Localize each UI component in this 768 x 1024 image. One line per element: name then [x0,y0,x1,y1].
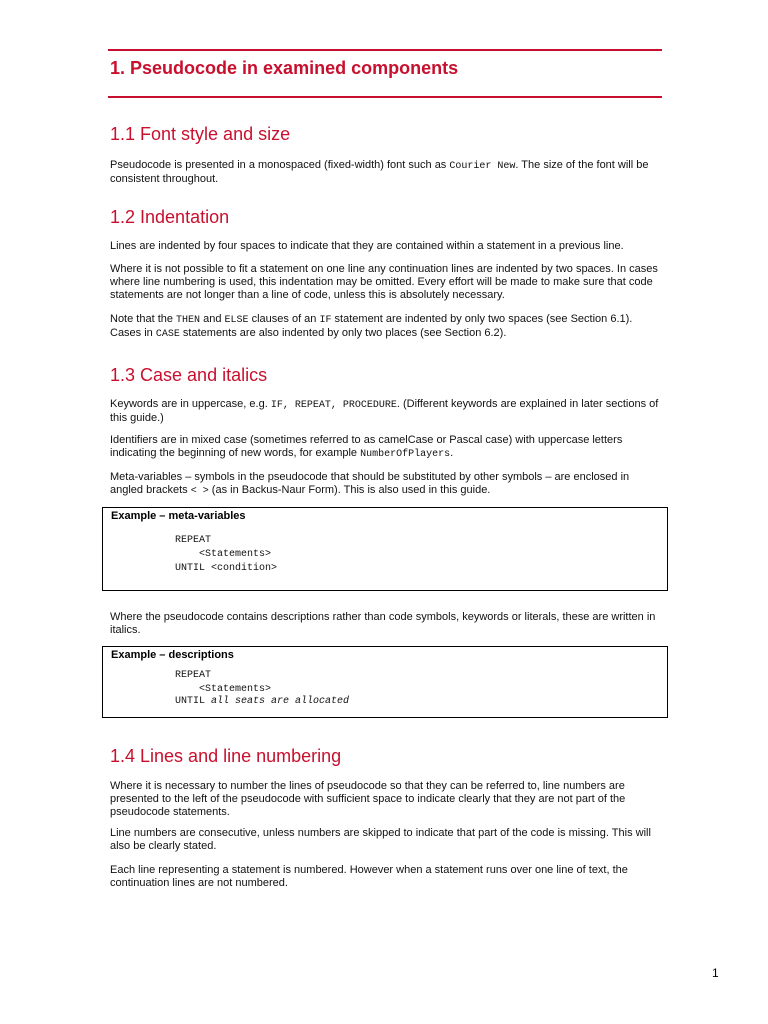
text-run: statement are indented by only two spaces (see Section 6.1). Cases in [110,313,633,339]
text-run: Note that the [110,313,177,325]
code-keyword: UNTIL [175,696,212,707]
inline-code: NumberOfPlayers [360,449,451,460]
text-run: (as in Backus-Naur Form). This is also used in this guide. [208,484,491,496]
inline-code: Courier New [449,161,516,172]
text-run: Keywords are in uppercase, e.g. [110,398,271,410]
example-descriptions-box [102,646,668,718]
code-line: REPEAT [175,670,212,681]
text-run: statements are also indented by only two places (see Section 6.2). [179,327,507,339]
section-1-4-paragraph-3: Each line representing a statement is numbered. However when a statement runs over one line of text, the continuation lines are not numbered. [110,864,628,889]
example-title: Example – meta-variables [111,510,246,522]
code-line: UNTIL <condition> [175,563,278,574]
section-1-3-paragraph-1 [110,398,660,425]
code-line [175,695,349,709]
section-1-4-paragraph-2: Line numbers are consecutive, unless numbers are skipped to indicate that part of the code is missing. This will also be clearly stated. [110,827,651,852]
page-number: 1 [712,966,719,980]
text-run: . [450,447,454,459]
section-1-3-paragraph-4: Where the pseudocode contains descriptions rather than code symbols, keywords or literals, these are written in italics. [110,611,656,636]
heading-top-rule [108,49,662,51]
code-line: REPEAT [175,535,212,546]
section-1-1-title: 1.1 Font style and size [110,124,291,144]
section-1-3-paragraph-2 [110,434,660,461]
section-1-4-title: 1.4 Lines and line numbering [110,746,342,766]
section-1-3-paragraph-3 [110,471,660,498]
inline-code: IF [319,315,332,326]
text-run: clauses of an [248,313,320,325]
section-1-3-title: 1.3 Case and italics [110,365,268,385]
text-run: Identifiers are in mixed case (sometimes referred to as camelCase or Pascal case) with uppercase letters indicating the beginning of new words, for example [110,434,623,459]
code-line: <Statements> [175,684,272,695]
inline-code: < > [190,486,209,497]
text-run: Meta-variables – symbols in the pseudocode that should be substituted by other symbols – are enclosed in angled brackets [110,471,630,496]
inline-code: ELSE [224,315,249,326]
heading-bottom-rule [108,96,662,98]
section-1-2-paragraph-3 [110,313,660,341]
example-title: Example – descriptions [111,649,234,661]
code-description: all seats are allocated [211,696,350,707]
section-1-4-paragraph-1: Where it is necessary to number the lines of pseudocode so that they can be referred to, line numbers are presented to the left of the pseudocode with sufficient space to indicate clearly that they are not part of the pseudocode statements. [110,780,626,818]
section-1-2-paragraph-2: Where it is not possible to fit a statement on one line any continuation lines are indented by two spaces. In cases where line numbering is used, this indentation may be omitted. Every effort will be made to make sure that code statements are not longer than a line of code, unless this is absolutely necessary. [110,263,658,301]
text-run: Pseudocode is presented in a monospaced (fixed-width) font such as [110,159,450,171]
section-1-1-paragraph [110,159,660,186]
inline-code: IF, REPEAT, PROCEDURE [270,400,397,411]
inline-code: THEN [176,315,201,326]
page-title: 1. Pseudocode in examined components [110,58,459,78]
example-meta-variables-box [102,507,668,591]
text-run: . (Different keywords are explained in later sections of this guide.) [110,398,659,424]
text-run: . The size of the font will be consistent throughout. [110,159,649,185]
code-line: <Statements> [175,549,272,560]
text-run: and [200,313,225,325]
inline-code: CASE [155,329,180,340]
section-1-2-paragraph-1: Lines are indented by four spaces to indicate that they are contained within a statement in a previous line. [110,240,624,252]
section-1-2-title: 1.2 Indentation [110,207,230,227]
